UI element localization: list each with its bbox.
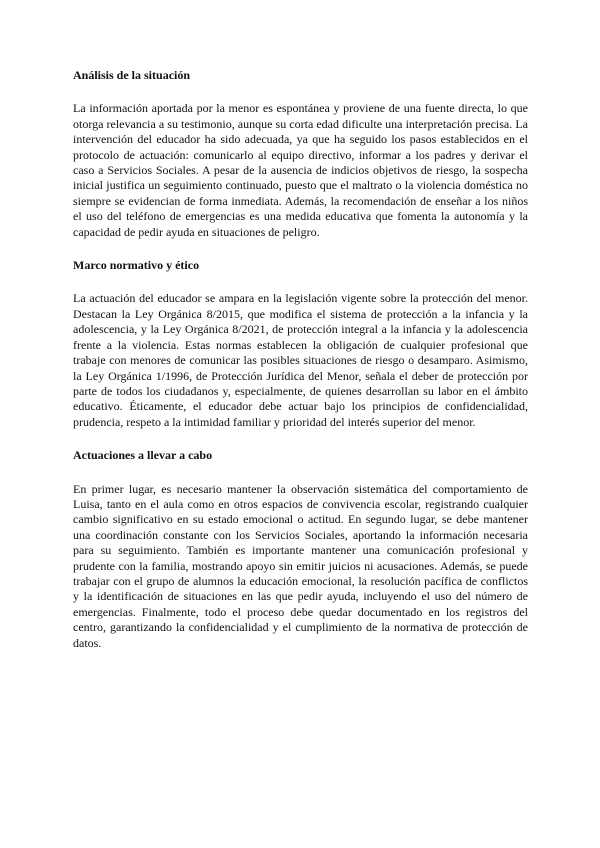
- document-page: [73, 68, 528, 669]
- section-paragraph: En primer lugar, es necesario mantener la observación sistemática del comportamiento de Luisa, tanto en el aula como en otros espacios de convivencia escolar, registrando cualquier cambio significativo en su estado emocional o actitud. En segundo lugar, se debe mantener una coordinación constante con los Servicios Sociales, aportando la información necesaria para su seguimiento. También es importante mantener una comunicación profesional y prudente con la familia, mostrando apoyo sin emitir juicios ni acusaciones. Además, se puede trabajar con el grupo de alumnos la educación emocional, la resolución pacífica de conflictos y la identificación de situaciones en las que pedir ayuda, incluyendo el uso del número de emergencias. Finalmente, todo el proceso debe quedar documentado en los registros del centro, garantizando la confidencialidad y el cumplimiento de la normativa de protección de datos.: [73, 481, 528, 650]
- section-paragraph: La actuación del educador se ampara en la legislación vigente sobre la protección del menor. Destacan la Ley Orgánica 8/2015, que modifica el sistema de protección a la infancia y la adolescencia, y la Ley Orgánica 8/2021, de protección integral a la infancia y la adolescencia frente a la violencia. Estas normas establecen la obligación de cualquier profesional que trabaje con menores de comunicar las posibles situaciones de riesgo o desamparo. Asimismo, la Ley Orgánica 1/1996, de Protección Jurídica del Menor, señala el deber de protección por parte de todos los ciudadanos y, especialmente, de quienes desarrollan su labor en el ámbito educativo. Éticamente, el educador debe actuar bajo los principios de confidencialidad, prudencia, respeto a la intimidad familiar y prioridad del interés superior del menor.: [73, 291, 528, 429]
- section-heading: Análisis de la situación: [73, 68, 191, 82]
- section-analisis: [73, 68, 528, 240]
- section-marco-normativo: [73, 258, 528, 430]
- section-actuaciones: [73, 448, 528, 651]
- section-heading: Actuaciones a llevar a cabo: [73, 448, 213, 463]
- section-paragraph: La información aportada por la menor es espontánea y proviene de una fuente directa, lo que otorga relevancia a su testimonio, aunque su corta edad dificulte una interpretación precisa. La intervención del educador ha sido adecuada, ya que ha seguido los pasos establecidos en el protocolo de actuación: comunicarlo al equipo directivo, informar a los padres y derivar el caso a Servicios Sociales. A pesar de la ausencia de indicios objetivos de riesgo, la sospecha inicial justifica un seguimiento continuado, puesto que el maltrato o la violencia doméstica no siempre se evidencian de forma inmediata. Además, la recomendación de enseñar a los niños el uso del teléfono de emergencias es una medida educativa que fomenta la autonomía y la capacidad de pedir ayuda en situaciones de peligro.: [73, 101, 528, 239]
- section-heading: Marco normativo y ético: [73, 258, 200, 273]
